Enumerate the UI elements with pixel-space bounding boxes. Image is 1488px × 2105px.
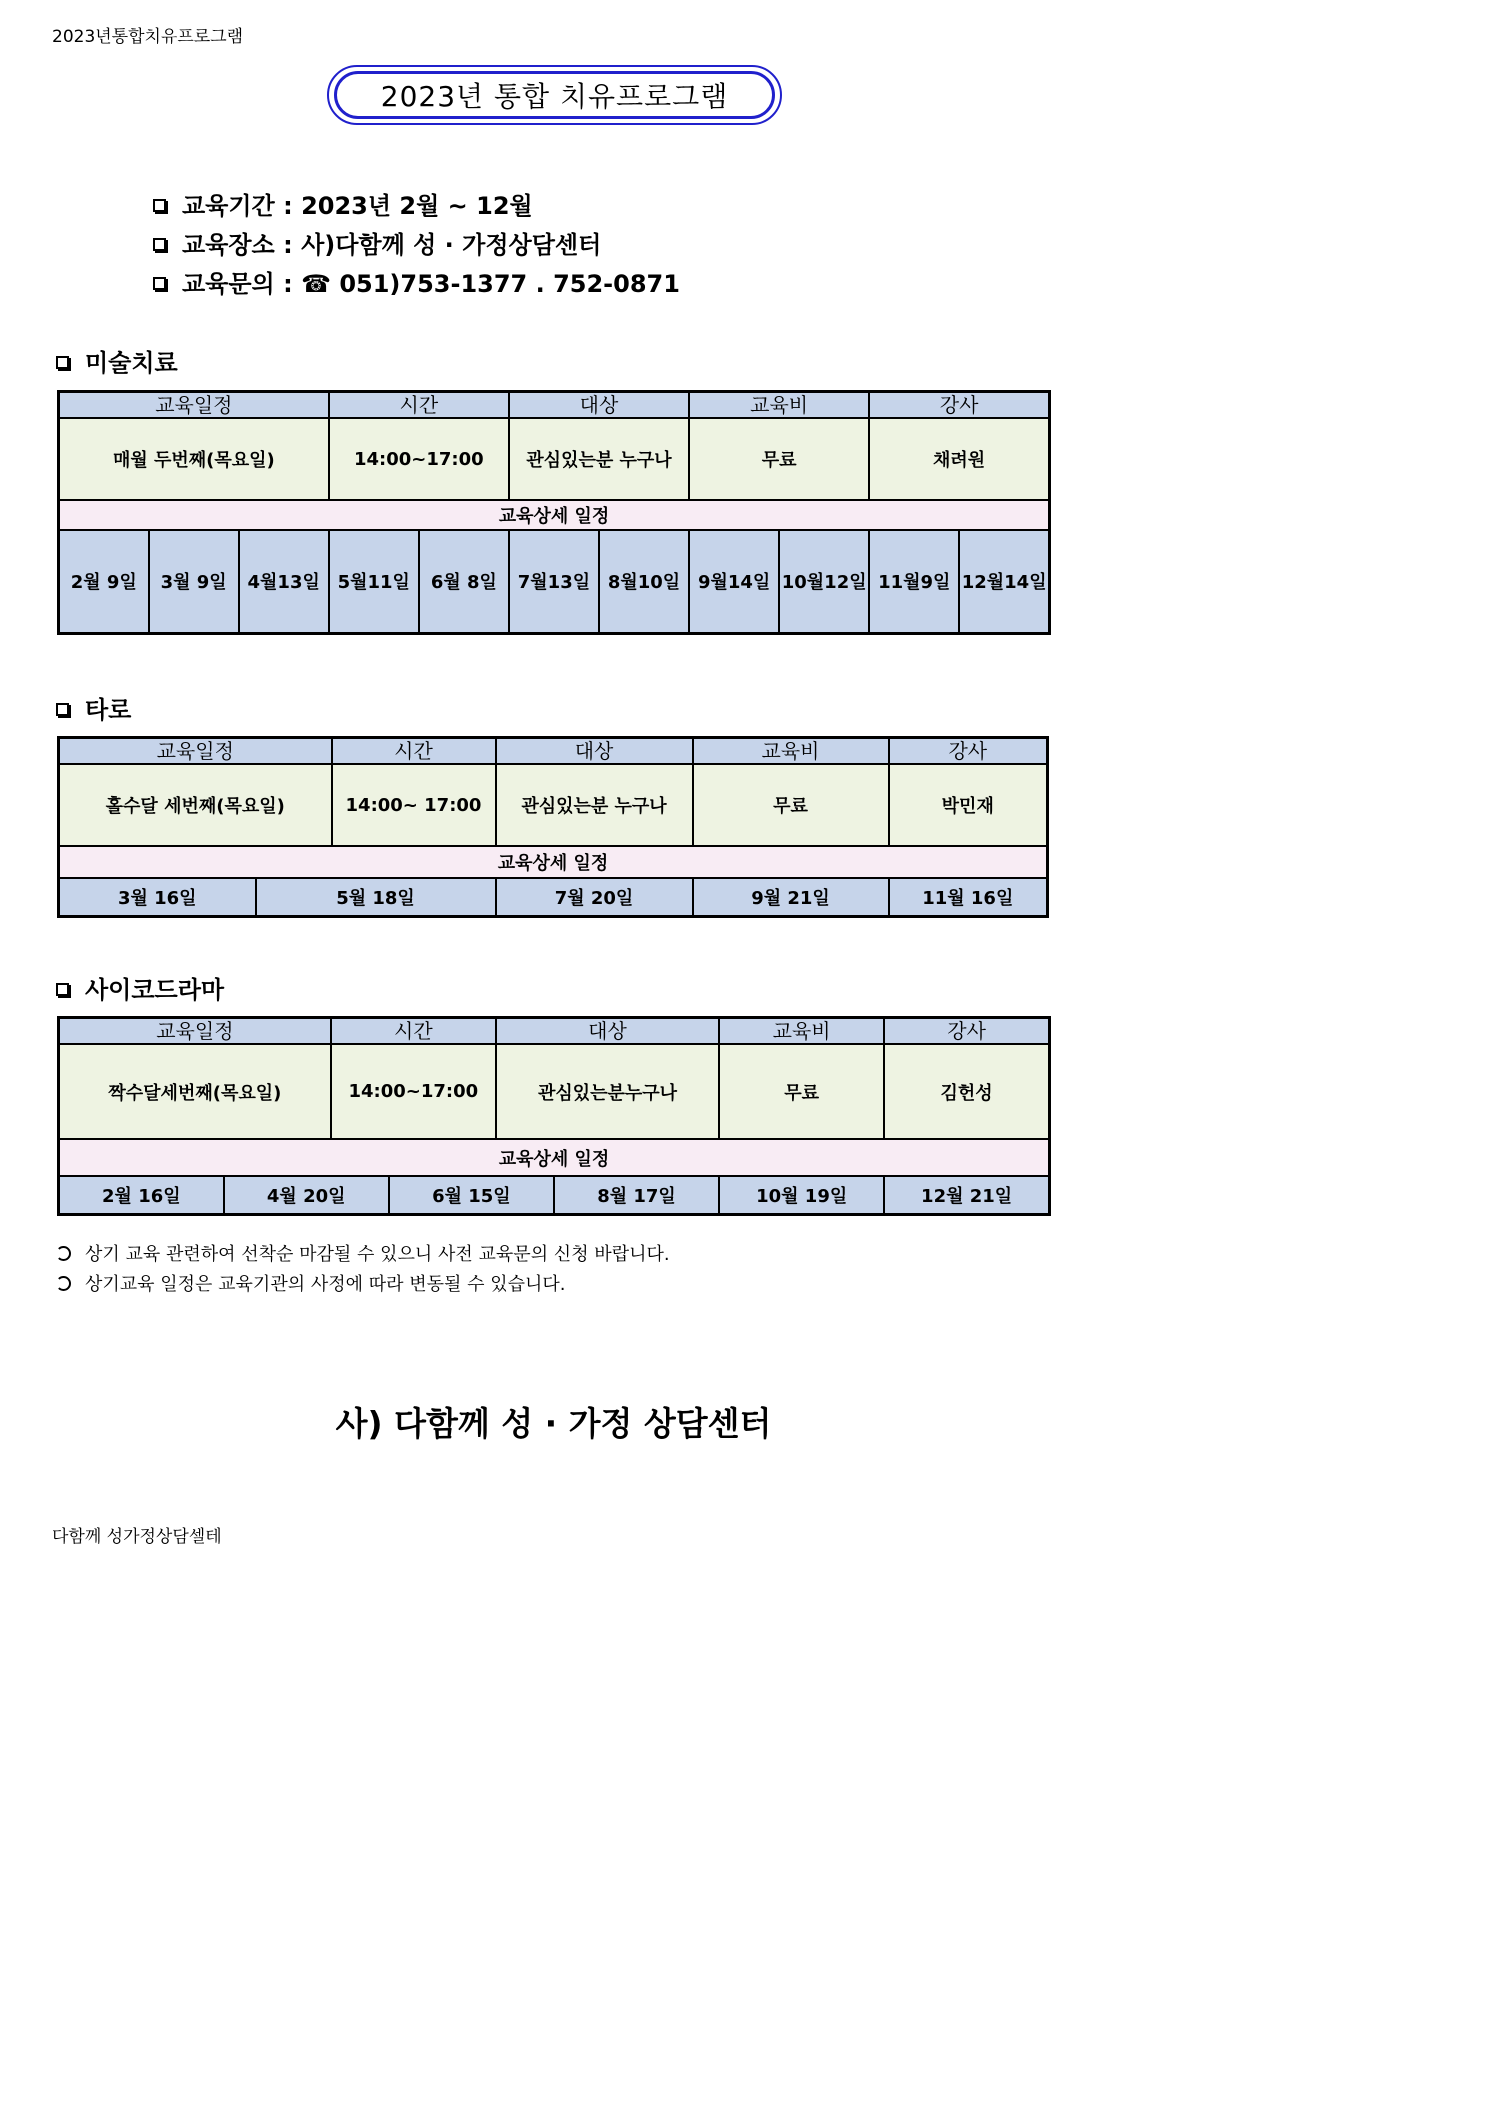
date-cell: 12월14일 (959, 530, 1049, 633)
date-cell: 7월13일 (509, 530, 599, 633)
cell-instructor: 김헌성 (884, 1044, 1049, 1139)
cell-fee: 무료 (719, 1044, 884, 1139)
date-cell: 12월 21일 (884, 1176, 1049, 1214)
page-title: 2023년 통합 치유프로그램 (334, 71, 775, 119)
detail-schedule-label: 교육상세 일정 (59, 500, 1050, 530)
cell-fee: 무료 (689, 418, 869, 500)
date-cell: 8월 17일 (554, 1176, 719, 1214)
organization-name: 사) 다함께 성 · 가정 상담센터 (335, 1404, 772, 1443)
col-header-target: 대상 (496, 1018, 719, 1045)
col-header-instructor: 강사 (889, 738, 1048, 765)
cell-instructor: 박민재 (889, 764, 1048, 846)
col-header-time: 시간 (331, 1018, 496, 1045)
art-therapy-table (57, 390, 1051, 635)
date-cell: 4월 20일 (224, 1176, 389, 1214)
date-cell: 2월 9일 (59, 530, 149, 633)
date-cell: 7월 20일 (496, 878, 693, 916)
checkbox-bullet-icon (153, 238, 166, 251)
col-header-time: 시간 (332, 738, 496, 765)
info-period: 교육기간 : 2023년 2월 ~ 12월 (153, 186, 533, 221)
col-header-instructor: 강사 (869, 392, 1049, 419)
circle-bullet-icon (56, 1246, 71, 1261)
cell-instructor: 채려원 (869, 418, 1049, 500)
section-title-art-therapy: 미술치료 (56, 343, 178, 378)
note-1: 상기 교육 관련하여 선착순 마감될 수 있으니 사전 교육문의 신청 바랍니다. (56, 1240, 670, 1266)
date-cell: 9월14일 (689, 530, 779, 633)
col-header-fee: 교육비 (693, 738, 889, 765)
section-title-tarot: 타로 (56, 690, 131, 725)
info-location: 교육장소 : 사)다함께 성 · 가정상담센터 (153, 225, 601, 260)
cell-time: 14:00~17:00 (331, 1044, 496, 1139)
date-cell: 2월 16일 (59, 1176, 224, 1214)
date-cell: 11월9일 (869, 530, 959, 633)
date-cell: 4월13일 (239, 530, 329, 633)
cell-target: 관심있는분 누구나 (509, 418, 689, 500)
cell-target: 관심있는분 누구나 (496, 764, 693, 846)
date-cell: 3월 16일 (59, 878, 256, 916)
cell-time: 14:00~ 17:00 (332, 764, 496, 846)
title-box (327, 65, 782, 125)
col-header-schedule: 교육일정 (59, 392, 329, 419)
date-cell: 6월 15일 (389, 1176, 554, 1214)
detail-schedule-label: 교육상세 일정 (59, 846, 1048, 878)
cell-target: 관심있는분누구나 (496, 1044, 719, 1139)
col-header-instructor: 강사 (884, 1018, 1049, 1045)
cell-schedule: 짝수달세번째(목요일) (59, 1044, 331, 1139)
checkbox-bullet-icon (56, 356, 69, 369)
col-header-target: 대상 (496, 738, 693, 765)
note-2: 상기교육 일정은 교육기관의 사정에 따라 변동될 수 있습니다. (56, 1270, 565, 1296)
running-header: 2023년통합치유프로그램 (52, 27, 244, 47)
col-header-fee: 교육비 (719, 1018, 884, 1045)
cell-fee: 무료 (693, 764, 889, 846)
date-cell: 5월11일 (329, 530, 419, 633)
date-cell: 10월 19일 (719, 1176, 884, 1214)
running-footer: 다함께 성가정상담셀테 (52, 1527, 222, 1547)
tarot-table (57, 736, 1049, 918)
date-cell: 9월 21일 (693, 878, 889, 916)
date-cell: 6월 8일 (419, 530, 509, 633)
checkbox-bullet-icon (153, 199, 166, 212)
checkbox-bullet-icon (153, 277, 166, 290)
col-header-time: 시간 (329, 392, 509, 419)
circle-bullet-icon (56, 1276, 71, 1291)
col-header-schedule: 교육일정 (59, 738, 332, 765)
col-header-schedule: 교육일정 (59, 1018, 331, 1045)
date-cell: 10월12일 (779, 530, 869, 633)
psychodrama-table (57, 1016, 1051, 1216)
date-cell: 11월 16일 (889, 878, 1048, 916)
cell-schedule: 매월 두번째(목요일) (59, 418, 329, 500)
date-cell: 5월 18일 (256, 878, 496, 916)
col-header-fee: 교육비 (689, 392, 869, 419)
checkbox-bullet-icon (56, 703, 69, 716)
col-header-target: 대상 (509, 392, 689, 419)
date-cell: 3월 9일 (149, 530, 239, 633)
checkbox-bullet-icon (56, 983, 69, 996)
cell-schedule: 홀수달 세번째(목요일) (59, 764, 332, 846)
info-contact: 교육문의 : ☎ 051)753-1377 . 752-0871 (153, 264, 680, 299)
date-cell: 8월10일 (599, 530, 689, 633)
detail-schedule-label: 교육상세 일정 (59, 1139, 1050, 1176)
section-title-psychodrama: 사이코드라마 (56, 970, 224, 1005)
cell-time: 14:00~17:00 (329, 418, 509, 500)
